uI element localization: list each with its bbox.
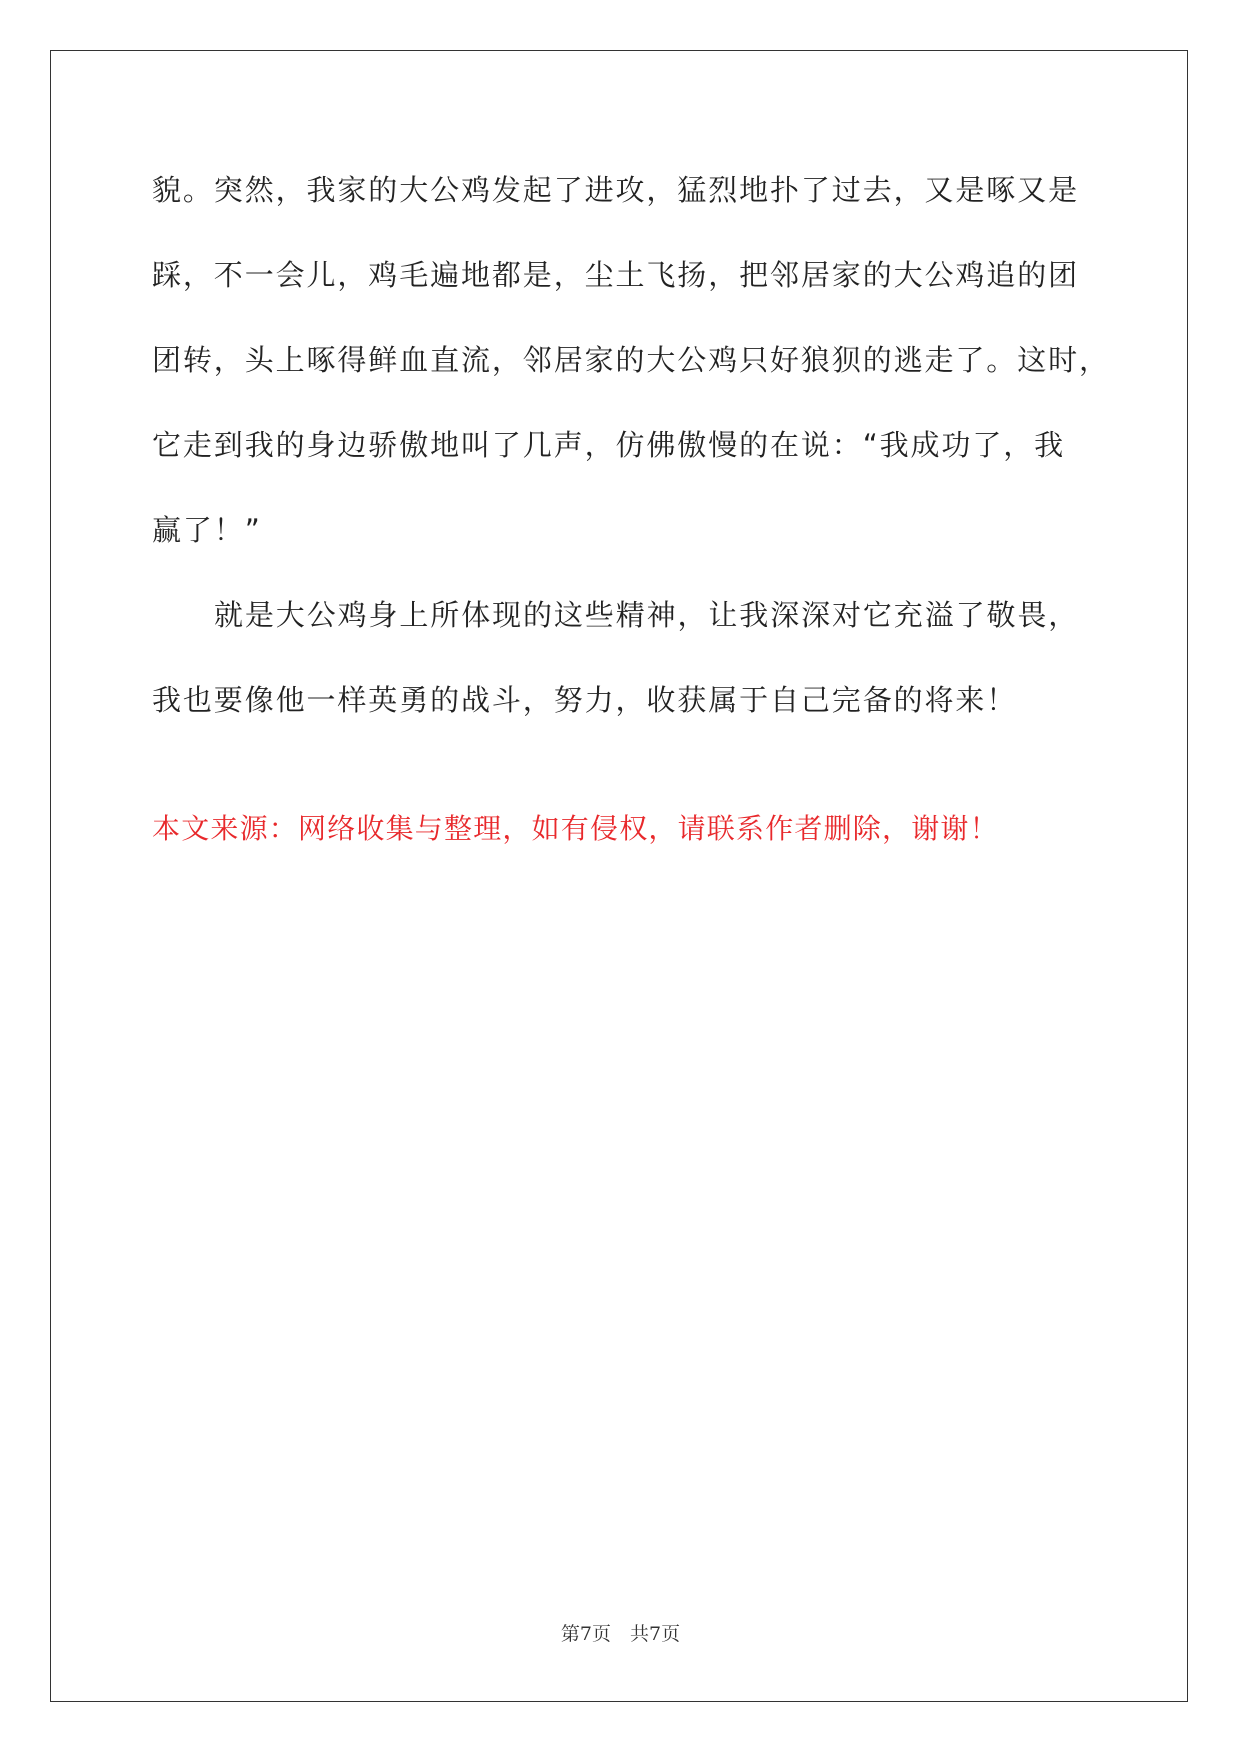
source-disclaimer: 本文来源：网络收集与整理，如有侵权，请联系作者删除，谢谢！	[152, 812, 999, 845]
paragraph-line: 赢了！”	[152, 513, 262, 547]
paragraph-line: 我也要像他一样英勇的战斗，努力，收获属于自己完备的将来！	[152, 683, 1018, 717]
paragraph-line: 就是大公鸡身上所体现的这些精神，让我深深对它充溢了敬畏，	[214, 598, 1080, 632]
paragraph-line: 踩，不一会儿，鸡毛遍地都是，尘土飞扬，把邻居家的大公鸡追的团	[152, 258, 1080, 292]
paragraph-line: 它走到我的身边骄傲地叫了几声，仿佛傲慢的在说：“我成功了，我	[152, 428, 1066, 462]
paragraph-line: 团转，头上啄得鲜血直流，邻居家的大公鸡只好狼狈的逃走了。这时，	[152, 343, 1110, 377]
document-body	[152, 165, 1112, 760]
page-number: 第7页 共7页	[560, 1623, 681, 1645]
paragraph-line: 貌。突然，我家的大公鸡发起了进攻，猛烈地扑了过去，又是啄又是	[152, 173, 1080, 207]
